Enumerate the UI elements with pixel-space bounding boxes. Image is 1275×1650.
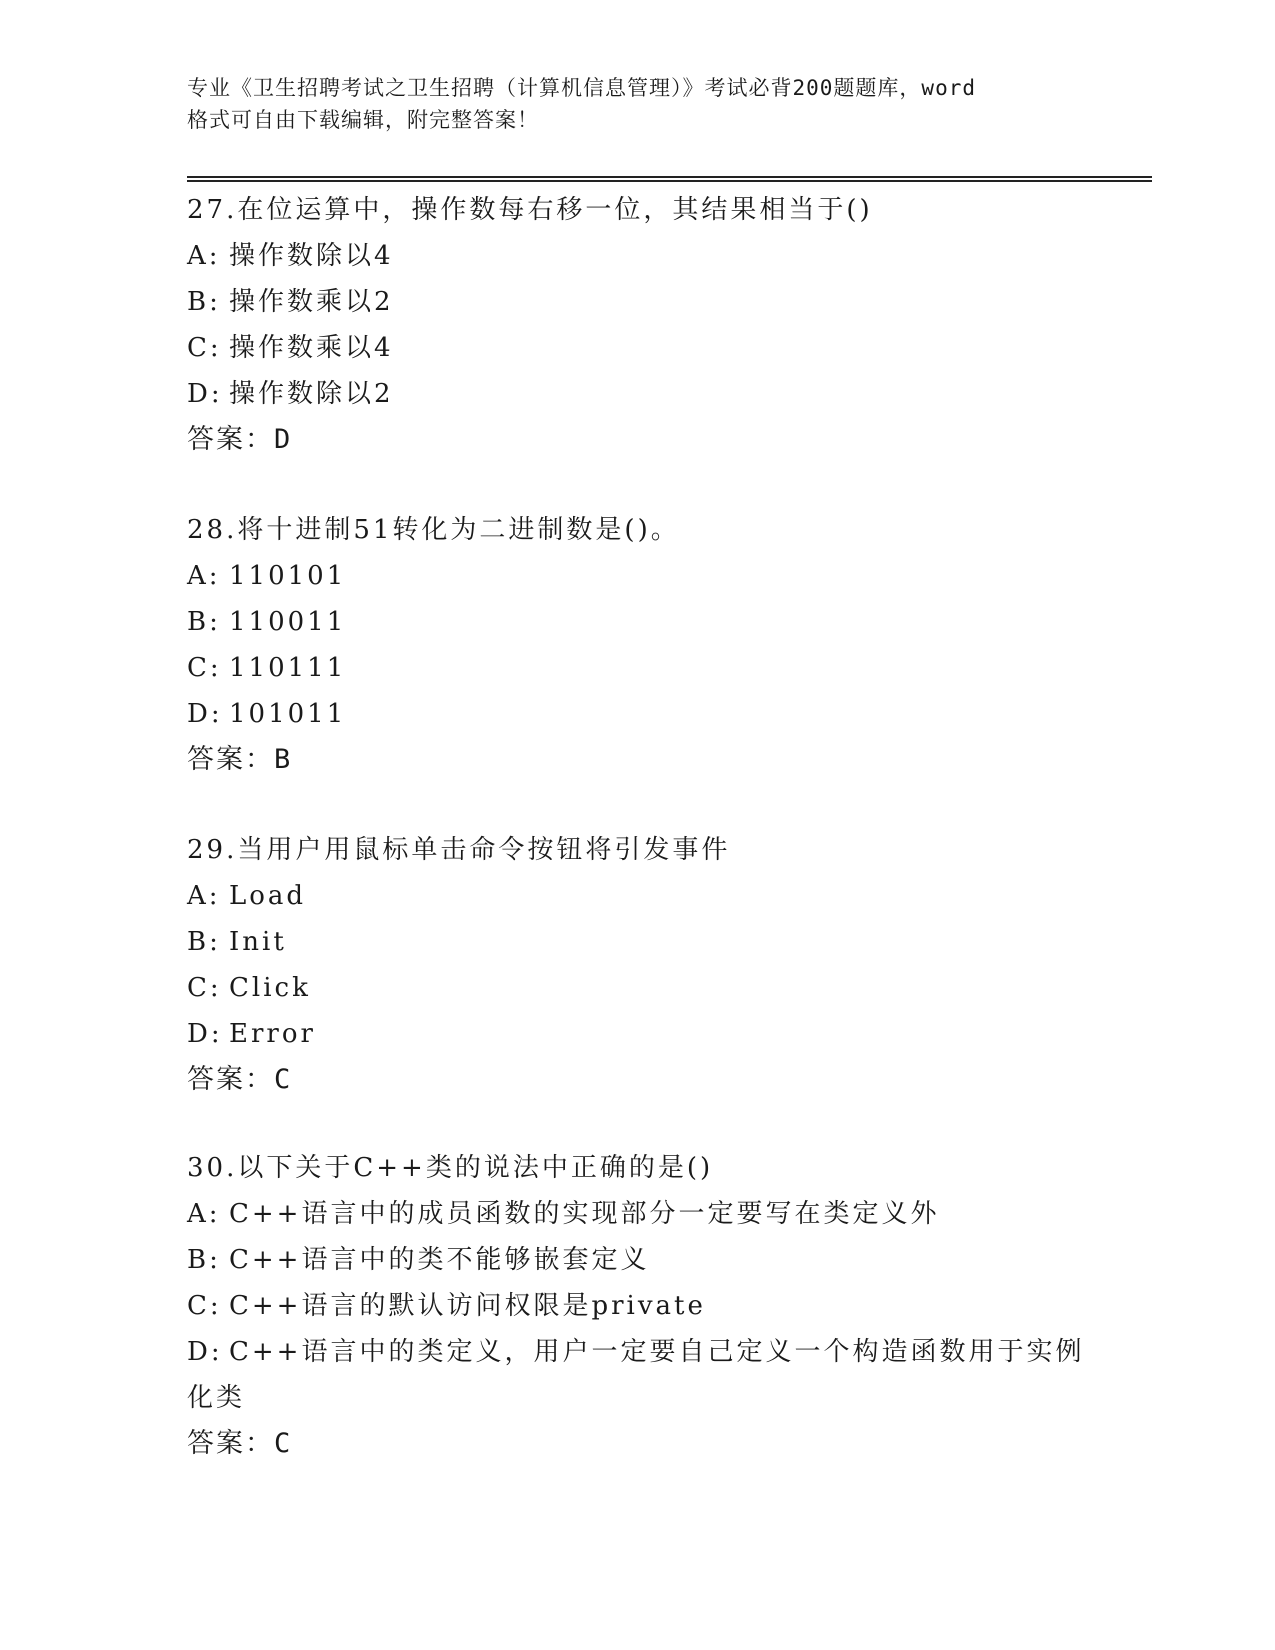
option-label: A: [187, 561, 221, 591]
option-b [187, 599, 1087, 645]
option-text: 101011 [229, 699, 347, 729]
option-text: 操作数乘以2 [229, 287, 394, 317]
option-text: C++语言的默认访问权限是private [229, 1291, 706, 1321]
option-b [187, 1237, 1087, 1283]
option-text: 110111 [229, 653, 347, 683]
option-a [187, 233, 1087, 279]
question-stem: 27.在位运算中，操作数每右移一位，其结果相当于() [187, 195, 873, 225]
option-label: C: [187, 1291, 222, 1321]
option-label: D: [187, 379, 223, 409]
option-label: A: [187, 1199, 221, 1229]
question-28 [187, 507, 1087, 783]
question-stem: 30.以下关于C++类的说法中正确的是() [187, 1153, 714, 1183]
question-stem: 29.当用户用鼠标单击命令按钮将引发事件 [187, 835, 731, 865]
question-stem: 28.将十进制51转化为二进制数是()。 [187, 515, 680, 545]
option-label: D: [187, 1337, 223, 1367]
option-d-continuation: 化类 [187, 1383, 246, 1413]
question-30 [187, 1145, 1087, 1467]
option-c [187, 1283, 1087, 1329]
option-label: A: [187, 241, 221, 271]
header-line-2: 格式可自由下载编辑，附完整答案！ [187, 108, 539, 132]
option-label: C: [187, 973, 222, 1003]
answer: 答案：C [187, 1428, 293, 1459]
document-header [187, 72, 1087, 136]
answer: 答案：D [187, 424, 293, 455]
option-a [187, 873, 1087, 919]
option-text: Load [229, 881, 307, 911]
option-text: 操作数除以2 [229, 379, 394, 409]
option-b [187, 279, 1087, 325]
option-text: C++语言中的类定义，用户一定要自己定义一个构造函数用于实例 [229, 1337, 1085, 1367]
option-text: C++语言中的类不能够嵌套定义 [229, 1245, 650, 1275]
option-a [187, 1191, 1087, 1237]
option-c [187, 325, 1087, 371]
option-label: B: [187, 927, 221, 957]
option-b [187, 919, 1087, 965]
option-label: B: [187, 287, 221, 317]
option-c [187, 645, 1087, 691]
answer: 答案：B [187, 744, 293, 775]
option-text: 110011 [229, 607, 347, 637]
option-label: C: [187, 333, 222, 363]
option-a [187, 553, 1087, 599]
option-text: Click [229, 973, 311, 1003]
option-d [187, 1329, 1087, 1375]
header-line-1: 专业《卫生招聘考试之卫生招聘（计算机信息管理）》考试必背200题题库，word [187, 76, 976, 100]
option-label: B: [187, 1245, 221, 1275]
question-27 [187, 187, 1087, 463]
answer: 答案：C [187, 1064, 293, 1095]
option-text: Init [229, 927, 287, 957]
option-d [187, 1011, 1087, 1057]
option-text: 操作数乘以4 [229, 333, 394, 363]
option-text: 操作数除以4 [229, 241, 394, 271]
option-label: D: [187, 1019, 223, 1049]
option-d [187, 371, 1087, 417]
question-29 [187, 827, 1087, 1103]
option-d [187, 691, 1087, 737]
option-text: Error [229, 1019, 316, 1049]
option-label: D: [187, 699, 223, 729]
option-c [187, 965, 1087, 1011]
option-label: B: [187, 607, 221, 637]
header-divider [187, 176, 1152, 182]
option-text: C++语言中的成员函数的实现部分一定要写在类定义外 [229, 1199, 940, 1229]
option-label: C: [187, 653, 222, 683]
option-label: A: [187, 881, 221, 911]
option-text: 110101 [229, 561, 347, 591]
